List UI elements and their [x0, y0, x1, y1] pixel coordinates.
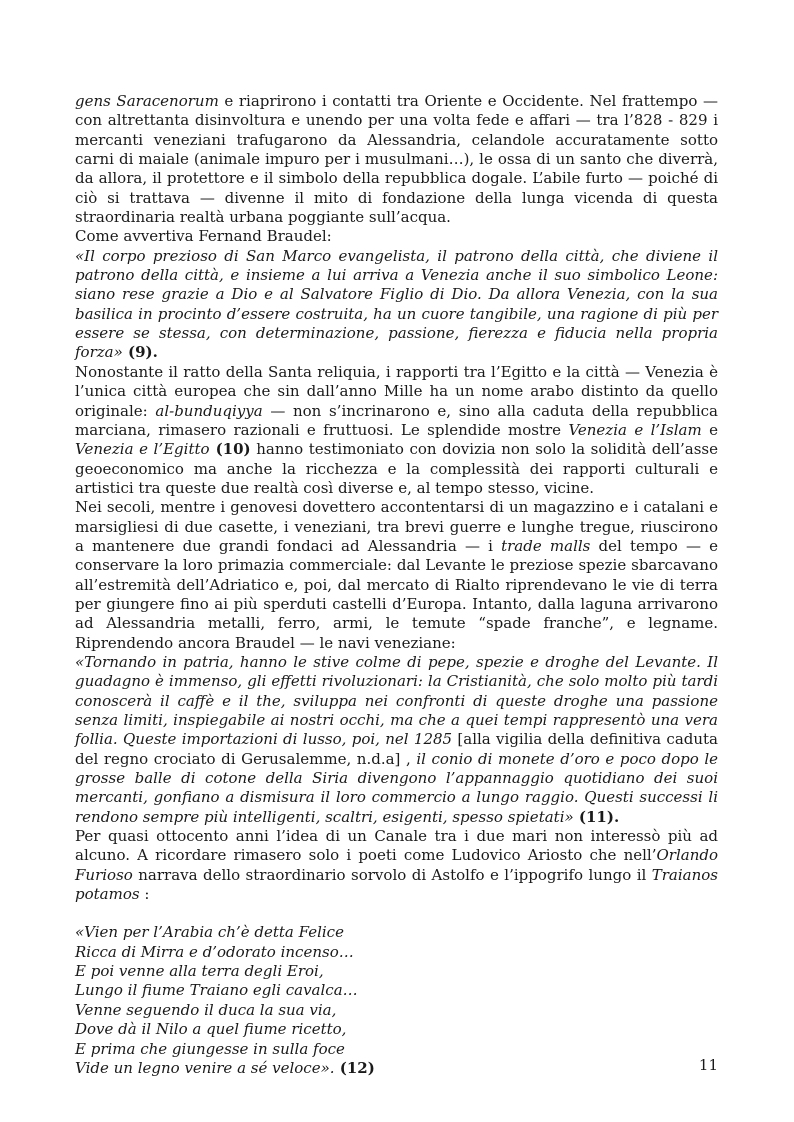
poem-line-text: Vide un legno venire a sé veloce». [75, 1058, 335, 1077]
text-run: hanno testimoniato con dovizia non solo la solidità dell’asse geoeconomico ma anche la ricchezza e la complessità dei rapporti culturali e artistici tra queste due realtà così diverse e, al tempo stesso, vicine. [75, 440, 718, 497]
italic-phrase: al-bunduqiyya [155, 401, 263, 420]
text-run: Nei secoli, mentre i genovesi dovettero accontentarsi di un magazzino e i catalani e marsigliesi di due casette, i veneziani, tra brevi guerre e lunghe tregue, riuscirono a mantenere due grandi fondaci ad Alessandria — i [75, 498, 718, 555]
text-run: e [701, 420, 718, 439]
footnote-ref: (10) [209, 440, 251, 459]
text-run: e riaprirono i contatti tra Oriente e Occidente. Nel frattempo — con altrettanta disinvoltura e unendo per una volta fede e affari — tra l’828 - 829 i mercanti veneziani trafugarono da Alessandria, celandole accuratamente sotto carni di maiale (animale impuro per i musulmani…), le ossa di un santo che diverrà, da allora, il protettore e il simbolo della repubblica dogale. L’abile furto — poiché di ciò si trattava — divenne il mito di fondazione della lunga vicenda di questa straordinaria realtà urbana poggiante sull’acqua. [75, 92, 718, 227]
italic-phrase: gens Saracenorum [75, 92, 219, 110]
poem-line: E poi venne alla terra degli Eroi, [75, 962, 324, 981]
page-number: 11 [698, 1056, 718, 1074]
exhibition-title: Venezia e l’Egitto [75, 440, 210, 459]
paragraph [75, 498, 718, 653]
block-quote [75, 653, 718, 827]
text-run: narrava dello straordinario sorvolo di Astolfo e l’ippogrifo lungo il [132, 865, 652, 884]
italic-phrase: Traianos potamos [75, 865, 718, 904]
poem-line: «Vien per l’Arabia ch’è detta Felice [75, 923, 344, 942]
quote-text: «Tornando in patria, hanno le stive colme di pepe, spezie e droghe del Levante. Il guadagno è immenso, gli effetti rivoluzionari: la Cristianità, che solo molto più tardi conoscerà il caffè e il the, sviluppa nei confronti di queste droghe una passione senza limiti, inspiegabile ai nostri occhi, ma che a quei tempi rappresentò una vera follia. Queste importazioni di lusso, poi, nel 1285 [75, 652, 718, 749]
body-text [75, 92, 718, 1078]
paragraph: Come avvertiva Fernand Braudel: [75, 227, 332, 246]
text-run: Per quasi ottocento anni l’idea di un Canale tra i due mari non interessò più ad alcuno. A ricordare rimasero solo i poeti come Ludovico Ariosto che nell’ [75, 827, 718, 865]
exhibition-title: Venezia e l’Islam [568, 420, 702, 439]
poem-line: Venne seguendo il duca la sua via, [75, 1000, 337, 1019]
quote-text: il conio di monete d’oro e poco dopo le grosse balle di cotone della Siria divengono l’appannaggio quotidiano dei suoi mercanti, gonfiano a dismisura il loro commercio a lungo raggio. Questi successi li rendono sempre più intelligenti, scaltri, esigenti, spesso spietati» [75, 749, 719, 826]
paragraph [75, 363, 718, 498]
poem-line: Ricca di Mirra e d’odorato incenso… [75, 942, 354, 961]
poem-line: Lungo il fiume Traiano egli cavalca… [75, 981, 358, 1000]
block-quote [75, 247, 718, 363]
editor-note: [alla vigilia della definitiva caduta del regno crociato di Gerusalemme, n.d.a] , [75, 730, 718, 768]
spacer [75, 904, 718, 923]
text-run: Nonostante il ratto della Santa reliquia, i rapporti tra l’Egitto e la città — Venezia è l’unica città europea che sin dall’anno Mille ha un nome arabo distinto da quello originale: [75, 362, 718, 420]
italic-phrase: trade malls [501, 536, 591, 555]
text-run: : [139, 885, 150, 904]
poem-line: Dove dà il Nilo a quel fiume ricetto, [75, 1020, 347, 1039]
poem-line: E prima che giungesse in sulla foce [75, 1039, 345, 1058]
book-title: Orlando Furioso [75, 846, 718, 884]
poem [75, 923, 718, 1078]
poem-line [75, 1059, 718, 1078]
text-run: del tempo — e conservare la loro primazia commerciale: dal Levante le preziose spezie sbarcavano all’estremità dell’Adriatico e, poi, dal mercato di Rialto riprendevano le vie di terra per giungere fino ai più sperduti castelli d’Europa. Intanto, dalla laguna arrivarono ad Alessandria metalli, ferro, armi, le temute “spade franche”, e legname. Riprendendo ancora Braudel — le navi veneziane: [75, 536, 718, 652]
text-run: — non s’incrinarono e, sino alla caduta della repubblica marciana, rimasero razionali e fruttuosi. Le splendide mostre [75, 401, 719, 439]
footnote-ref: (12) [334, 1058, 375, 1077]
footnote-ref: (11). [573, 807, 620, 826]
footnote-ref: (9). [122, 343, 158, 362]
paragraph [75, 92, 718, 227]
paragraph [75, 827, 718, 904]
quote-text: «Il corpo prezioso di San Marco evangelista, il patrono della città, che diviene il patrono della città, e insieme a lui arriva a Venezia anche il suo simbolico Leone: siano rese grazie a Dio e al Salvatore Figlio di Dio. Da allora Venezia, con la sua basilica in procinto d’essere costruita, ha un cuore tangibile, una ragione di più per essere se stessa, con determinazione, passione, fierezza e fiducia nella propria forza» [75, 246, 718, 362]
